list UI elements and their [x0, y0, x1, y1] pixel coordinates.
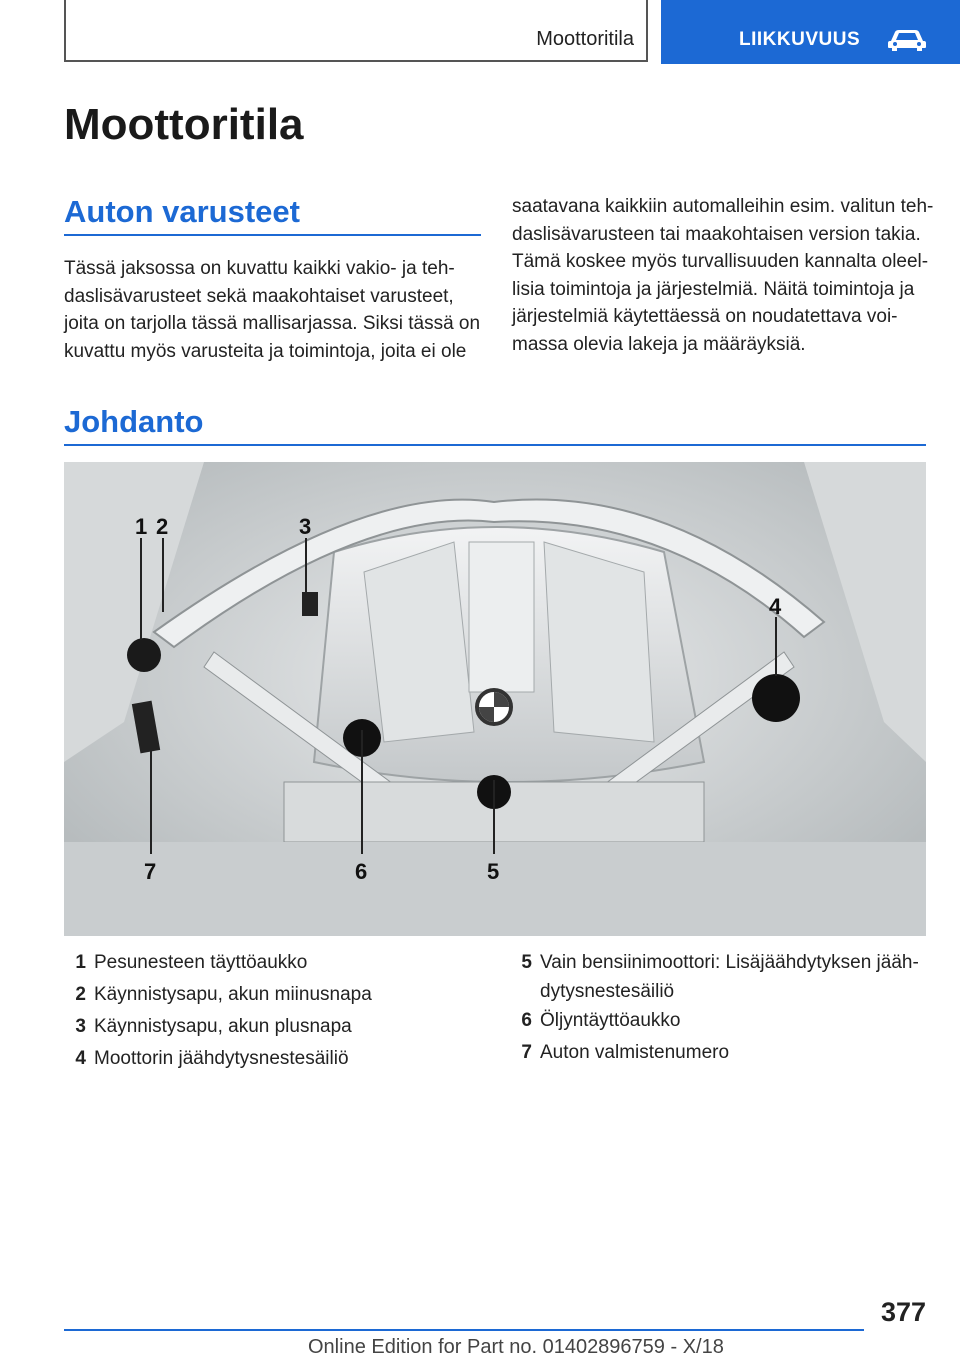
- text-line: Tässä jaksossa on kuvattu kaikki vakio- ja teh-: [64, 258, 455, 279]
- callout-2: 2: [156, 514, 169, 539]
- legend-item: [64, 979, 372, 1011]
- legend-text: Auton valmistenumero: [540, 1042, 730, 1063]
- section-rule: [64, 444, 926, 446]
- legend-item: [510, 1005, 919, 1037]
- legend-text: dytysnestesäiliö: [540, 981, 675, 1002]
- text-line: massa olevia lakeja ja määräyksiä.: [512, 333, 806, 355]
- legend-text: Moottorin jäähdytysnestesäiliö: [94, 1048, 349, 1069]
- tab-label: LIIKKUVUUS: [739, 29, 861, 50]
- legend-number: 6: [521, 1010, 532, 1031]
- legend-number: 5: [521, 952, 532, 973]
- car-icon: [887, 26, 927, 52]
- text-line: daslisävarusteet sekä maakohtaiset varusteet,: [64, 285, 454, 307]
- legend-left: [64, 947, 372, 1075]
- engine-illustration: [64, 462, 926, 936]
- footer-rule: [64, 1329, 864, 1331]
- legend-text: Öljyntäyttöaukko: [540, 1010, 681, 1031]
- page-title: Moottoritila: [64, 100, 304, 149]
- legend-item: [64, 947, 372, 979]
- callout-3: 3: [299, 514, 312, 539]
- footer-edition-text: Online Edition for Part no. 01402896759 - X/18: [308, 1336, 724, 1358]
- section-heading-auton-varusteet: Auton varusteet: [64, 194, 300, 229]
- legend-item: [510, 1037, 919, 1069]
- header-section-box: [64, 0, 648, 62]
- text-line: järjestelmiä käytettäessä on noudatettava voi-: [512, 306, 898, 327]
- legend-number: 4: [75, 1048, 86, 1069]
- intro-text-col2: [512, 193, 933, 358]
- legend-text: Vain bensiinimoottori: Lisäjäähdytyksen jääh-: [540, 952, 919, 973]
- section-rule: [64, 234, 481, 236]
- text-line: kuvattu myös varusteita ja toimintoja, joita ei ole: [64, 340, 467, 362]
- legend-number: 7: [521, 1042, 532, 1063]
- legend-text: Pesunesteen täyttöaukko: [94, 952, 308, 973]
- legend-right: [510, 947, 919, 1069]
- text-line: daslisävarusteen tai maakohtaisen version takia.: [512, 223, 921, 245]
- legend-number: 1: [75, 952, 86, 973]
- tab-liikkuvuus[interactable]: [661, 0, 960, 64]
- text-line: Tämä koskee myös turvallisuuden kannalta oleel-: [512, 251, 929, 272]
- text-line: lisia toimintoja ja järjestelmiä. Näitä toimintoja ja: [512, 278, 915, 300]
- legend-text: Käynnistysapu, akun miinusnapa: [94, 984, 372, 1005]
- callout-4: 4: [769, 594, 782, 619]
- header-section-label: Moottoritila: [536, 28, 634, 50]
- text-line: saatavana kaikkiin automalleihin esim. valitun teh-: [512, 196, 934, 217]
- section-heading-johdanto: Johdanto: [64, 404, 204, 439]
- callout-1: 1: [135, 514, 148, 539]
- callout-7: 7: [144, 859, 157, 884]
- engine-bay-image: [64, 462, 926, 936]
- text-line: joita on tarjolla tässä mallisarjassa. Siksi tässä on: [64, 313, 481, 334]
- legend-number: 3: [75, 1016, 86, 1037]
- legend-item: [64, 1043, 372, 1075]
- callout-5: 5: [487, 859, 500, 884]
- legend-number: 2: [75, 984, 86, 1005]
- legend-text: Käynnistysapu, akun plusnapa: [94, 1016, 352, 1037]
- legend-item: [510, 947, 919, 1005]
- page-number: 377: [880, 1297, 926, 1327]
- callout-6: 6: [355, 859, 368, 884]
- legend-item: [64, 1011, 372, 1043]
- intro-text-col1: [64, 255, 480, 365]
